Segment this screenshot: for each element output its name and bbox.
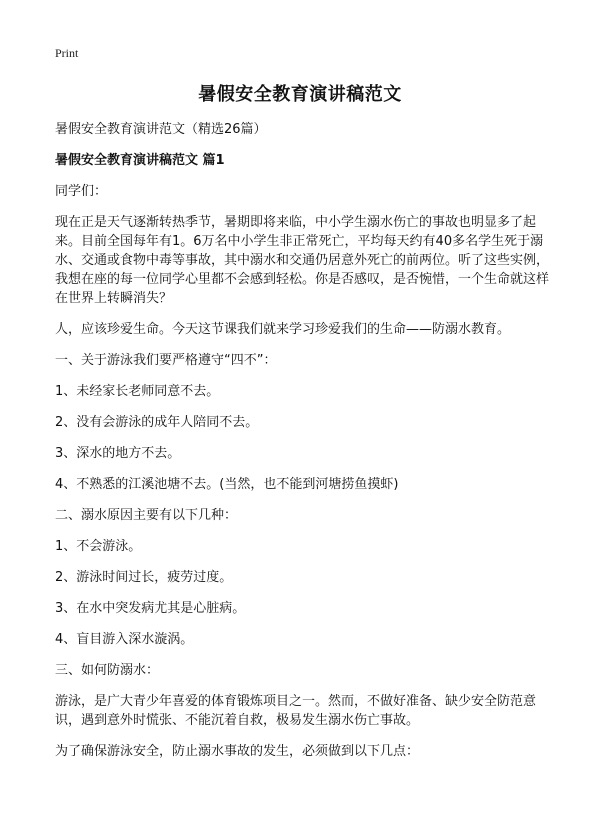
- document-subtitle: 暑假安全教育演讲范文（精选26篇）: [55, 122, 267, 137]
- rule-item: 3、深水的地方不去。: [55, 446, 181, 461]
- cherish-life-paragraph: 人，应该珍爱生命。今天这节课我们就来学习珍爱我们的生命——防溺水教育。: [55, 322, 511, 337]
- rule-item: 2、没有会游泳的成年人陪同不去。: [55, 415, 259, 430]
- cause-item: 4、盲目游入深水漩涡。: [55, 632, 194, 647]
- document-title: 暑假安全教育演讲稿范文: [198, 84, 402, 105]
- intro-paragraph: 现在正是天气逐渐转热季节，暑期即将来临，中小学生溺水伤亡的事故也明显多了起来。目前全国每年有1。6万名中小学生非正常死亡，平均每天约有40多名学生死于溺水、交通或食物中毒等事故，其中溺水和交通仍居意外死亡的前两位。听了这些实例，我想在座的每一位同学心里都不会感到轻松。你是否感叹，是否惋惜，一个生命就这样在世界上转瞬消失？: [55, 215, 550, 306]
- cause-item: 2、游泳时间过长，疲劳过度。: [55, 570, 233, 585]
- causes-heading: 二、溺水原因主要有以下几种：: [55, 508, 238, 523]
- rules-heading: 一、关于游泳我们要严格遵守“四不”：: [55, 353, 277, 368]
- rule-item: 1、未经家长老师同意不去。: [55, 384, 220, 399]
- cause-item: 3、在水中突发病尤其是心脏病。: [55, 601, 246, 616]
- prevention-heading: 三、如何防溺水：: [55, 663, 160, 678]
- section-heading: 暑假安全教育演讲稿范文 篇1: [55, 153, 225, 168]
- greeting-line: 同学们：: [55, 184, 108, 199]
- document-body: [55, 120, 560, 773]
- print-link[interactable]: Print: [55, 46, 79, 60]
- rule-item: 4、不熟悉的江溪池塘不去。(当然，也不能到河塘捞鱼摸虾): [55, 477, 399, 492]
- cause-item: 1、不会游泳。: [55, 539, 142, 554]
- prevention-paragraph: 游泳，是广大青少年喜爱的体育锻炼项目之一。然而，不做好准备、缺少安全防范意识，遇到意外时慌张、不能沉着自救，极易发生溺水伤亡事故。: [55, 694, 537, 728]
- prevention-paragraph: 为了确保游泳安全，防止溺水事故的发生，必须做到以下几点：: [55, 744, 420, 759]
